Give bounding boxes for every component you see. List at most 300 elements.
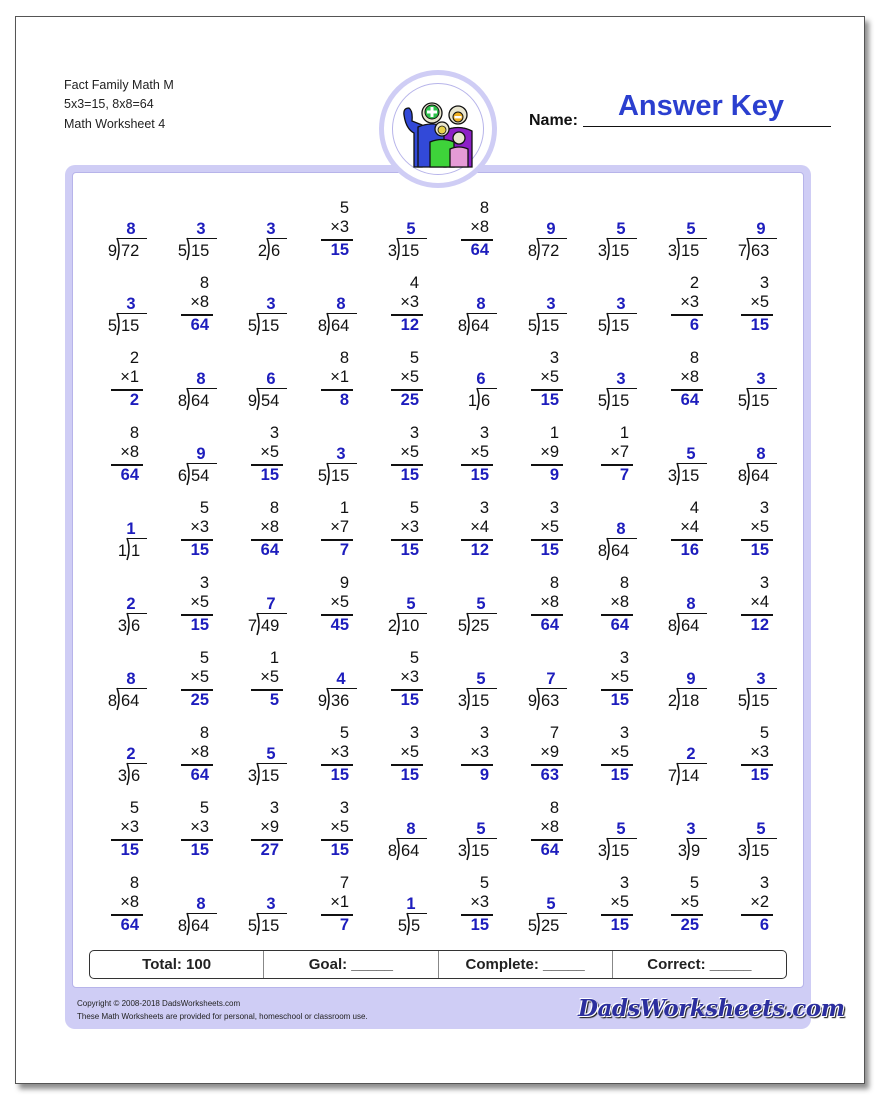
product-answer: 63 [540, 766, 559, 784]
factor-top: 3 [759, 274, 769, 292]
multiplication-problem [573, 423, 641, 495]
multiplication-problem [153, 723, 221, 795]
division-problem [713, 198, 781, 270]
multiplication-problem [153, 798, 221, 870]
multiplication-problem [503, 573, 571, 645]
product-answer: 15 [400, 691, 419, 709]
factor-bottom: ×8 [120, 893, 139, 911]
factor-top: 3 [549, 349, 559, 367]
factor-bottom: ×5 [260, 668, 279, 686]
division-bracket [686, 837, 689, 861]
division-problem [433, 273, 501, 345]
factor-top: 3 [269, 799, 279, 817]
factor-bottom: ×5 [610, 893, 629, 911]
factor-bottom: ×5 [750, 518, 769, 536]
multiplication-problem [83, 798, 151, 870]
product-answer: 5 [269, 691, 279, 709]
factor-bottom: ×5 [680, 893, 699, 911]
division-problem [643, 198, 711, 270]
worksheet-subtitle: 5x3=15, 8x8=64 [64, 97, 154, 111]
division-bar [127, 613, 147, 614]
dividend: 15 [401, 242, 420, 260]
division-bracket [536, 687, 539, 711]
quotient-answer: 8 [686, 595, 696, 613]
division-problem [83, 723, 151, 795]
divisor: 3 [667, 467, 677, 485]
division-bracket [676, 687, 679, 711]
dividend: 15 [681, 242, 700, 260]
divisor: 1 [467, 392, 477, 410]
quotient-answer: 9 [196, 445, 206, 463]
division-problem [643, 423, 711, 495]
quotient-answer: 8 [336, 295, 346, 313]
dividend: 72 [121, 242, 140, 260]
multiplication-problem [503, 423, 571, 495]
division-bracket [266, 237, 269, 261]
division-bar [537, 238, 567, 239]
multiplication-problem [293, 873, 361, 945]
division-bar [747, 463, 777, 464]
factor-top: 8 [129, 874, 139, 892]
factor-bottom: ×8 [470, 218, 489, 236]
division-bar [327, 313, 357, 314]
division-bar [537, 313, 567, 314]
division-bar [267, 238, 287, 239]
division-bar [407, 913, 427, 914]
product-answer: 15 [120, 841, 139, 859]
multiplication-problem [573, 723, 641, 795]
factor-top: 7 [339, 874, 349, 892]
factor-top: 5 [199, 649, 209, 667]
factor-top: 3 [759, 874, 769, 892]
logo [379, 70, 497, 188]
complete-cell: Complete: _____ [439, 951, 613, 978]
multiplication-problem [293, 723, 361, 795]
divisor: 5 [397, 917, 407, 935]
multiplication-problem [503, 348, 571, 420]
divisor: 3 [117, 617, 127, 635]
factor-top: 1 [549, 424, 559, 442]
quotient-answer: 8 [616, 520, 626, 538]
division-bar [467, 313, 497, 314]
divisor: 9 [317, 692, 327, 710]
division-problem [153, 348, 221, 420]
division-bracket [326, 687, 329, 711]
divisor: 7 [667, 767, 677, 785]
division-bracket [126, 762, 129, 786]
factor-top: 5 [409, 499, 419, 517]
division-problem [643, 798, 711, 870]
multiplication-problem [503, 723, 571, 795]
product-answer: 15 [330, 241, 349, 259]
factor-top: 1 [339, 499, 349, 517]
divisor: 5 [457, 617, 467, 635]
division-problem [223, 573, 291, 645]
product-answer: 7 [339, 916, 349, 934]
factor-top: 4 [409, 274, 419, 292]
quotient-answer: 3 [266, 895, 276, 913]
division-problem [573, 498, 641, 570]
division-bar [607, 313, 637, 314]
factor-top: 3 [479, 424, 489, 442]
quotient-answer: 5 [546, 895, 556, 913]
divisor: 3 [737, 842, 747, 860]
factor-bottom: ×1 [330, 368, 349, 386]
divisor: 5 [597, 392, 607, 410]
division-bar [537, 688, 567, 689]
divisor: 5 [737, 392, 747, 410]
usage-note: These Math Worksheets are provided for personal, homeschool or classroom use. [77, 1012, 368, 1021]
quotient-answer: 8 [126, 670, 136, 688]
product-answer: 15 [750, 541, 769, 559]
factor-bottom: ×5 [750, 293, 769, 311]
division-problem [503, 198, 571, 270]
multiplication-problem [223, 648, 291, 720]
multiplication-problem [573, 648, 641, 720]
factor-bottom: ×3 [400, 668, 419, 686]
dividend: 64 [401, 842, 420, 860]
product-answer: 6 [689, 316, 699, 334]
factor-bottom: ×9 [540, 443, 559, 461]
product-answer: 15 [330, 841, 349, 859]
divisor: 8 [107, 692, 117, 710]
divisor: 5 [247, 317, 257, 335]
dividend: 64 [191, 392, 210, 410]
dividend: 5 [411, 917, 421, 935]
division-bar [127, 763, 147, 764]
divisor: 5 [177, 242, 187, 260]
factor-top: 3 [759, 574, 769, 592]
divisor: 3 [247, 767, 257, 785]
division-bar [607, 238, 637, 239]
division-bracket [676, 762, 679, 786]
factor-bottom: ×1 [120, 368, 139, 386]
quotient-answer: 5 [686, 445, 696, 463]
dividend: 15 [681, 467, 700, 485]
division-bar [677, 463, 707, 464]
multiplication-problem [293, 573, 361, 645]
dividend: 14 [681, 767, 700, 785]
divisor: 3 [457, 842, 467, 860]
divisor: 7 [737, 242, 747, 260]
product-answer: 15 [190, 616, 209, 634]
division-problem [433, 348, 501, 420]
dividend: 25 [471, 617, 490, 635]
factor-bottom: ×7 [610, 443, 629, 461]
factor-bottom: ×5 [330, 818, 349, 836]
division-bar [187, 463, 217, 464]
divisor: 9 [107, 242, 117, 260]
product-answer: 64 [190, 766, 209, 784]
product-answer: 15 [260, 466, 279, 484]
product-answer: 16 [680, 541, 699, 559]
quotient-answer: 1 [406, 895, 416, 913]
product-answer: 64 [120, 466, 139, 484]
multiplication-problem [433, 873, 501, 945]
divisor: 3 [677, 842, 687, 860]
division-bracket [466, 837, 469, 861]
factor-top: 8 [479, 199, 489, 217]
division-bracket [186, 387, 189, 411]
division-problem [713, 348, 781, 420]
dividend: 15 [471, 692, 490, 710]
product-answer: 15 [400, 466, 419, 484]
multiplication-problem [223, 423, 291, 495]
factor-bottom: ×9 [540, 743, 559, 761]
division-bracket [186, 912, 189, 936]
product-answer: 15 [750, 316, 769, 334]
product-answer: 7 [619, 466, 629, 484]
division-problem [573, 348, 641, 420]
division-bar [467, 838, 497, 839]
divisor: 8 [667, 617, 677, 635]
factor-top: 3 [479, 499, 489, 517]
division-bar [117, 238, 147, 239]
quotient-answer: 3 [266, 295, 276, 313]
factor-bottom: ×9 [260, 818, 279, 836]
divisor: 1 [117, 542, 127, 560]
quotient-answer: 6 [476, 370, 486, 388]
quotient-answer: 3 [196, 220, 206, 238]
factor-bottom: ×5 [610, 743, 629, 761]
quotient-answer: 5 [406, 595, 416, 613]
multiplication-problem [83, 873, 151, 945]
dividend: 6 [481, 392, 491, 410]
divisor: 9 [527, 692, 537, 710]
division-problem [433, 573, 501, 645]
multiplication-problem [153, 648, 221, 720]
dividend: 15 [121, 317, 140, 335]
division-bracket [466, 312, 469, 336]
product-answer: 64 [260, 541, 279, 559]
product-answer: 15 [470, 466, 489, 484]
multiplication-problem [153, 498, 221, 570]
division-bracket [326, 312, 329, 336]
product-answer: 15 [610, 916, 629, 934]
division-bracket [256, 312, 259, 336]
factor-top: 2 [129, 349, 139, 367]
factor-bottom: ×3 [680, 293, 699, 311]
dividend: 15 [331, 467, 350, 485]
quotient-answer: 6 [266, 370, 276, 388]
quotient-answer: 5 [476, 595, 486, 613]
dividend: 64 [471, 317, 490, 335]
dividend: 9 [691, 842, 701, 860]
quotient-answer: 5 [476, 820, 486, 838]
divisor: 3 [597, 842, 607, 860]
division-bracket [186, 462, 189, 486]
product-answer: 15 [400, 766, 419, 784]
factor-top: 5 [409, 349, 419, 367]
dividend: 15 [751, 692, 770, 710]
divisor: 7 [247, 617, 257, 635]
division-bar [537, 913, 567, 914]
division-problem [223, 873, 291, 945]
division-problem [83, 573, 151, 645]
quotient-answer: 3 [126, 295, 136, 313]
name-label: Name: [529, 112, 578, 129]
division-problem [223, 198, 291, 270]
division-bracket [676, 462, 679, 486]
division-problem [503, 273, 571, 345]
score-table [89, 950, 787, 979]
dividend: 64 [191, 917, 210, 935]
division-problem [503, 873, 571, 945]
dividend: 15 [261, 767, 280, 785]
divisor: 5 [597, 317, 607, 335]
answer-key-text: Answer Key [617, 90, 784, 122]
multiplication-problem [363, 348, 431, 420]
factor-bottom: ×1 [330, 893, 349, 911]
division-bar [687, 838, 707, 839]
fact-family-icon [384, 75, 492, 183]
division-bar [187, 388, 217, 389]
division-problem [503, 648, 571, 720]
multiplication-problem [293, 498, 361, 570]
division-bracket [126, 537, 129, 561]
multiplication-problem [293, 798, 361, 870]
factor-bottom: ×5 [190, 593, 209, 611]
dividend: 49 [261, 617, 280, 635]
factor-bottom: ×5 [400, 368, 419, 386]
factor-top: 8 [199, 274, 209, 292]
factor-top: 5 [339, 724, 349, 742]
product-answer: 64 [470, 241, 489, 259]
factor-top: 1 [619, 424, 629, 442]
factor-bottom: ×7 [330, 518, 349, 536]
quotient-answer: 9 [686, 670, 696, 688]
factor-top: 3 [479, 724, 489, 742]
divisor: 6 [177, 467, 187, 485]
product-answer: 64 [610, 616, 629, 634]
division-bar [327, 463, 357, 464]
division-bracket [476, 387, 479, 411]
product-answer: 45 [330, 616, 349, 634]
factor-bottom: ×5 [330, 593, 349, 611]
division-bracket [746, 837, 749, 861]
product-answer: 64 [680, 391, 699, 409]
dividend: 25 [541, 917, 560, 935]
division-problem [153, 198, 221, 270]
factor-top: 8 [129, 424, 139, 442]
division-bracket [536, 912, 539, 936]
dividend: 15 [471, 842, 490, 860]
division-bracket [606, 237, 609, 261]
division-problem [713, 648, 781, 720]
quotient-answer: 3 [546, 295, 556, 313]
multiplication-problem [713, 498, 781, 570]
dividend: 54 [261, 392, 280, 410]
product-answer: 12 [400, 316, 419, 334]
factor-top: 3 [409, 424, 419, 442]
division-problem [153, 873, 221, 945]
multiplication-problem [363, 273, 431, 345]
divisor: 8 [457, 317, 467, 335]
dividend: 15 [611, 317, 630, 335]
product-answer: 9 [549, 466, 559, 484]
factor-bottom: ×8 [190, 293, 209, 311]
division-bar [397, 838, 427, 839]
multiplication-problem [643, 273, 711, 345]
dividend: 15 [611, 392, 630, 410]
product-answer: 15 [610, 766, 629, 784]
multiplication-problem [433, 423, 501, 495]
factor-top: 3 [269, 424, 279, 442]
factor-bottom: ×8 [260, 518, 279, 536]
division-problem [293, 648, 361, 720]
quotient-answer: 3 [756, 370, 766, 388]
factor-bottom: ×3 [190, 818, 209, 836]
quotient-answer: 5 [616, 820, 626, 838]
divisor: 2 [667, 692, 677, 710]
dividend: 64 [331, 317, 350, 335]
factor-bottom: ×5 [540, 368, 559, 386]
divisor: 3 [457, 692, 467, 710]
factor-bottom: ×8 [120, 443, 139, 461]
quotient-answer: 9 [546, 220, 556, 238]
product-answer: 15 [540, 541, 559, 559]
division-problem [83, 273, 151, 345]
product-answer: 15 [540, 391, 559, 409]
factor-top: 9 [339, 574, 349, 592]
division-bar [607, 538, 637, 539]
dividend: 63 [541, 692, 560, 710]
division-bracket [396, 612, 399, 636]
factor-bottom: ×4 [680, 518, 699, 536]
multiplication-problem [713, 573, 781, 645]
factor-top: 8 [269, 499, 279, 517]
division-bar [117, 688, 147, 689]
division-bracket [116, 237, 119, 261]
brand-logo: DadsWorksheets.com [578, 995, 845, 1022]
quotient-answer: 8 [126, 220, 136, 238]
division-problem [573, 198, 641, 270]
multiplication-problem [503, 498, 571, 570]
product-answer: 7 [339, 541, 349, 559]
copyright-line: Copyright © 2008-2018 DadsWorksheets.com [77, 999, 241, 1008]
dividend: 18 [681, 692, 700, 710]
product-answer: 15 [750, 766, 769, 784]
factor-top: 5 [199, 799, 209, 817]
product-answer: 64 [540, 616, 559, 634]
factor-top: 5 [339, 199, 349, 217]
division-bar [607, 838, 637, 839]
factor-bottom: ×3 [400, 518, 419, 536]
division-bracket [606, 837, 609, 861]
quotient-answer: 8 [756, 445, 766, 463]
division-problem [363, 573, 431, 645]
factor-bottom: ×4 [750, 593, 769, 611]
divisor: 8 [177, 392, 187, 410]
dividend: 64 [751, 467, 770, 485]
division-bracket [116, 312, 119, 336]
worksheet-title: Fact Family Math M [64, 78, 174, 92]
dividend: 15 [751, 842, 770, 860]
product-answer: 9 [479, 766, 489, 784]
division-problem [293, 423, 361, 495]
division-bracket [746, 687, 749, 711]
factor-bottom: ×8 [190, 743, 209, 761]
product-answer: 64 [120, 916, 139, 934]
dividend: 63 [751, 242, 770, 260]
division-bar [677, 238, 707, 239]
multiplication-problem [293, 348, 361, 420]
division-problem [433, 798, 501, 870]
division-bracket [746, 237, 749, 261]
division-bar [677, 688, 707, 689]
factor-top: 8 [619, 574, 629, 592]
multiplication-problem [643, 348, 711, 420]
